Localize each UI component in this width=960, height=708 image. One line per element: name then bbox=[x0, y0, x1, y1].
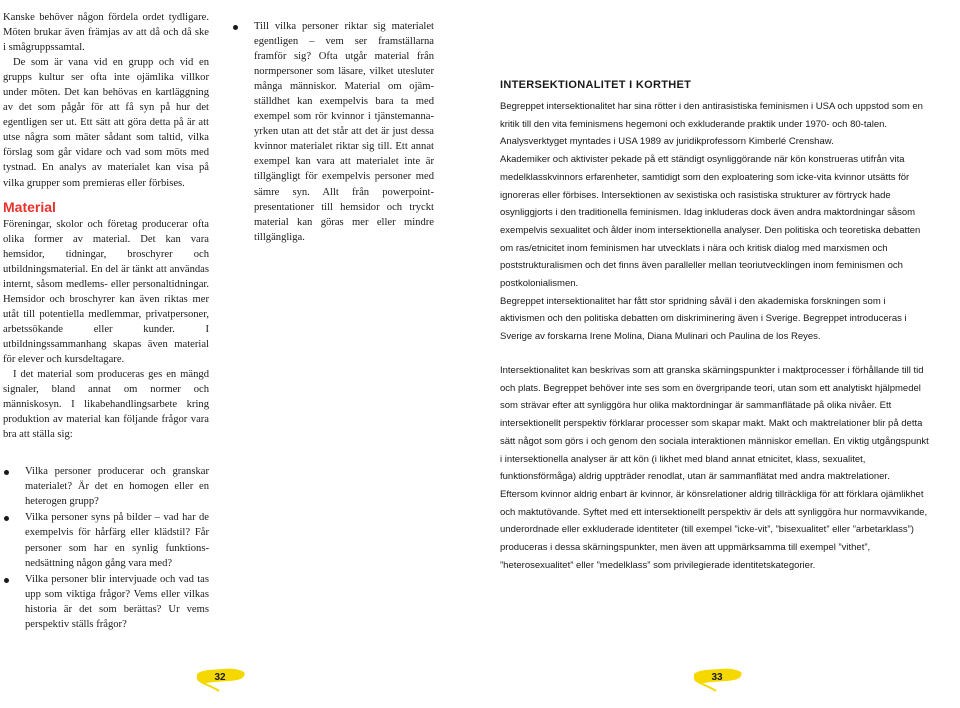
bullet-list bbox=[3, 464, 209, 632]
list-item: Till vilka personer riktar sig materialet egentligen – vem ser framställarna framför sig? Ofta utgår material från normpersoner som läsare, vilket utesluter många människor. Material om ojämställdhet kan exempelvis bara ta med exempel som rör kvinnor i tjänstemannayrken utan att det står att det är just dessa kvinnor materialet riktar sig till. Ett annat exempel kan vara att materialet inte är tillgängligt för exempelvis personer med sämre syn. Allt från powerpoint-presentationer till hemsidor och tryckt material kan göras mer eller mindre tillgängliga. bbox=[232, 19, 434, 245]
list-item: Vilka personer syns på bilder – vad har de exempelvis för hårfärg eller klädstil? Får personer som har en synlig funktionsnedsättning någon gång vara med? bbox=[3, 510, 209, 570]
paragraph: De som är vana vid en grupp och vid en grupps kultur ser ofta inte ojämlika villkor under möten. Det kan behövas en kartläggning av det som pågår för att få syn på hur det egentligen ser ut. Ett sätt att göra detta på är att utse några som mäter sådant som taltid, vilka förslag som går vidare och vad som möts med tystnad. En analys av materialet kan visa på vilka grupper som premieras eller förbises. bbox=[3, 57, 209, 189]
list-item: Vilka personer producerar och granskar materialet? Är det en homogen eller en heterogen grupp? bbox=[3, 464, 209, 509]
page-number-badge-left bbox=[193, 664, 247, 694]
paragraph: Föreningar, skolor och företag producerar ofta olika former av material. Det kan vara hemsidor, tidningar, broschyrer och utbildningsmaterial. En del är tänkt att användas internt, såsom medlems- eller personaltidningar. Hemsidor och broschyrer kan även riktas mer utåt till potentiella medlemmar, privatpersoner, arbetssökande eller kunder. I utbildningssammanhang skapas även material för elever och kursdeltagare. bbox=[3, 218, 209, 365]
right-page-body bbox=[500, 362, 932, 574]
paragraph: Eftersom kvinnor aldrig enbart är kvinnor, är könsrelationer aldrig tillräckliga för att förklara ojämlikhet och maktutövande. Syftet med ett intersektionellt perspektiv är dels att synliggöra hur normavvikande, underordnade eller exkluderade identiteter (till exempel ”icke-vit”, ”bisexualitet” eller ”arbetarklass”) produceras i dessa skärningspunkter, men även att uppmärksamma till exempel ”vithet”, ”heterosexualitet” eller ”medelklass” som privilegierade identitetskategorier. bbox=[500, 488, 928, 571]
page-number: 32 bbox=[214, 672, 226, 683]
paragraph: Begreppet intersektionalitet har sina rötter i den antirasistiska feminismen i USA och uppstod som en kritik till den vita feminismens hegemoni och exkluderande praktik under 1970- och 80-talen. Analysverktyget myntades i USA 1989 av juridikprofessorn Kimberlé Crenshaw. bbox=[500, 101, 923, 148]
paragraph: Kanske behöver någon fördela ordet tydligare. Möten brukar även främjas av att då och då ske i smågruppssamtal. bbox=[3, 12, 209, 54]
fact-box-title: INTERSEKTIONALITET I KORTHET bbox=[500, 79, 692, 91]
fact-box bbox=[500, 78, 932, 346]
left-column-1 bbox=[3, 10, 209, 633]
page-number: 33 bbox=[711, 672, 723, 683]
page-number-badge-right bbox=[690, 664, 744, 694]
paragraph: I det material som produceras ges en mängd signaler, bland annat om normer och människosyn. I likabehandlingsarbete kring produktion av material kan följande frågor vara bra att ställa sig: bbox=[3, 369, 209, 441]
bullet-list bbox=[232, 19, 434, 245]
list-item: Vilka personer blir intervjuade och vad tas upp som viktiga frågor? Vems eller vilkas historia är det som berättas? Ur vems perspektiv ställs frågor? bbox=[3, 572, 209, 632]
left-column-2 bbox=[232, 19, 434, 246]
paragraph: Begreppet intersektionalitet har fått stor spridning såväl i den akademiska forskningen som i aktivismen och den politiska debatten om diskriminering även i Sverige. Begreppet introduceras i Sverige av forskarna Irene Molina, Diana Mulinari och Paulina de los Reyes. bbox=[500, 295, 907, 343]
paragraph: Intersektionalitet kan beskrivas som att granska skärningspunkter i maktprocesser i förhållande till tid och plats. Begreppet behöver inte ses som en övergripande teori, utan som ett analytiskt hjälpmedel som strävar efter att synliggöra hur olika maktordningar är sammanflätade på olika nivåer. Ett intersektionellt perspektiv förklarar processer som skapar makt. Makt och maktrelationer blir på detta sätt något som görs i och genom den sociala interaktionen människor emellan. En viktig utgångspunkt i intersektionella analyser är att kön (i likhet med bland annat etnicitet, klass, sexualitet, funktionsförmåga) aldrig uppträder renodlat, utan är sammanflätat med andra maktrelationer. bbox=[500, 365, 929, 483]
paragraph: Akademiker och aktivister pekade på ett ständigt osynliggörande när kön konstrueras utifrån vita medelklasskvinnors erfarenheter, samtidigt som den exploatering som icke-vita kvinnor utsätts för ignoreras eller förbises. Intersektionen av sexistiska och rasistiska strukturer av förtryck hade osynliggjorts i den traditionella feminismen. Idag inkluderas dock även andra maktordningar såsom exempelvis sexualitet och ålder inom intersektionella analyser. Den politiska och teoretiska debatten om ras/etnicitet inom feminismen har utvecklats i nära och kritisk dialog med marxismen och poststrukturalismen och det finns även paralleller mellan teoriutvecklingen inom feminismen och postkolonialismen. bbox=[500, 154, 921, 290]
section-heading-material: Material bbox=[3, 198, 56, 215]
